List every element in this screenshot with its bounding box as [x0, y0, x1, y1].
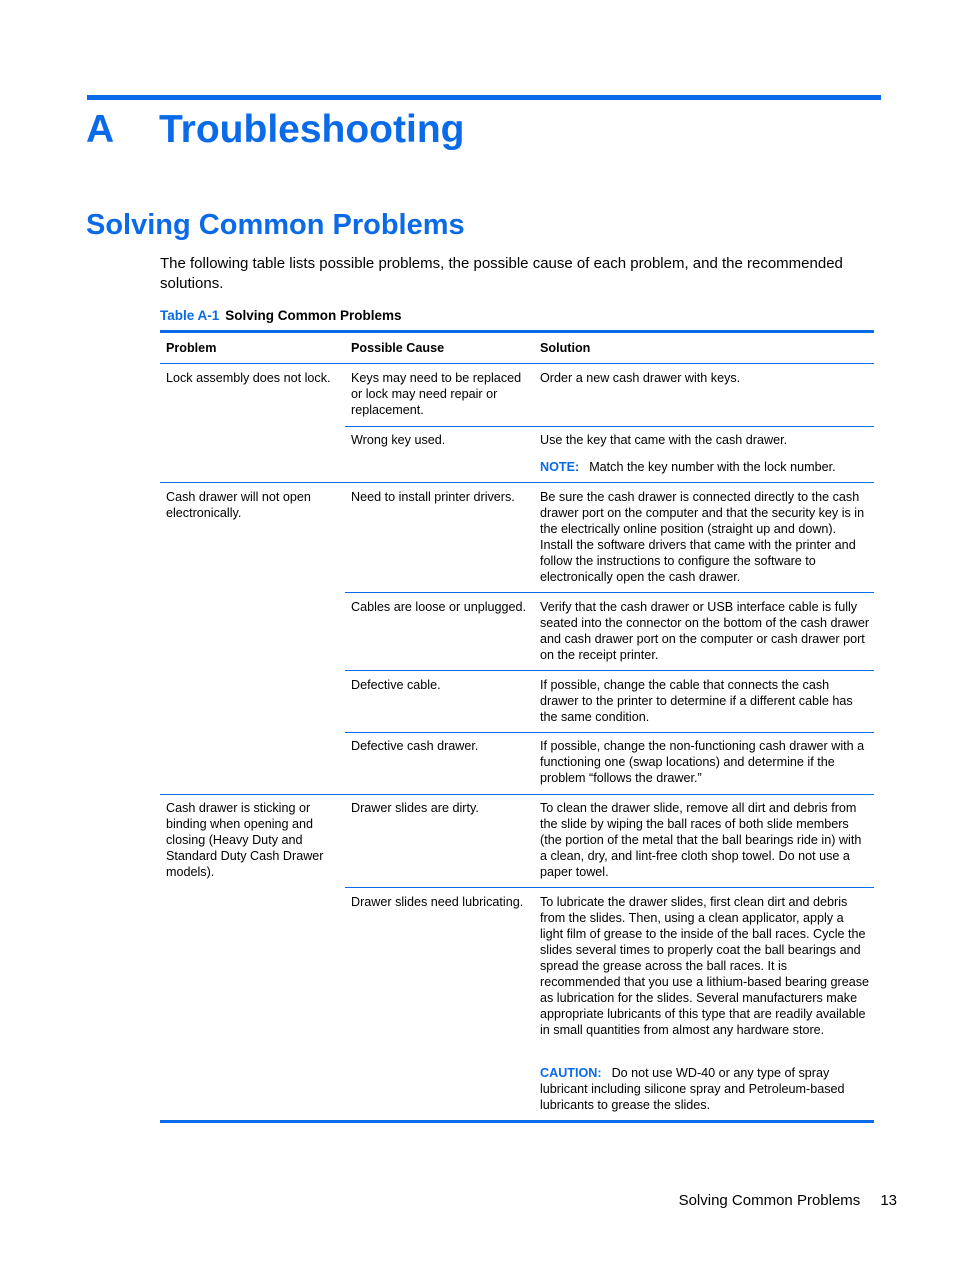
group-divider	[160, 794, 874, 795]
cause-cell: Keys may need to be replaced or lock may need repair or replacement.	[351, 371, 522, 417]
header-divider	[160, 363, 874, 364]
page-footer	[679, 1191, 897, 1211]
row-divider	[345, 670, 874, 671]
row-divider	[345, 592, 874, 593]
cause-cell: Need to install printer drivers.	[351, 490, 515, 504]
table-caption	[160, 307, 402, 325]
chapter-rule	[87, 95, 881, 100]
table-top-rule	[160, 330, 874, 333]
header-problem: Problem	[166, 341, 217, 355]
solution-cell: Use the key that came with the cash drawer.	[540, 433, 788, 447]
cause-cell: Drawer slides need lubricating.	[351, 895, 524, 909]
solution-cell: To clean the drawer slide, remove all dirt and debris from the slide by wiping the ball races of both slide members (the portion of the metal that the ball bearings ride in) with a clean, dry, and lint-free cloth shop towel. Do not use a paper towel.	[540, 801, 862, 879]
row-divider	[345, 426, 874, 427]
note-block	[540, 459, 870, 475]
cause-cell: Defective cash drawer.	[351, 739, 479, 753]
cause-cell: Cables are loose or unplugged.	[351, 600, 527, 614]
group-divider	[160, 482, 874, 483]
solution-cell: Verify that the cash drawer or USB interface cable is fully seated into the connector on the bottom of the cash drawer and cash drawer port on the computer or cash drawer port on the receipt printer.	[540, 600, 870, 662]
solution-cell: If possible, change the cable that connects the cash drawer to the printer to determine if a different cable has the same condition.	[540, 678, 853, 724]
problem-cell: Cash drawer is sticking or binding when opening and closing (Heavy Duty and Standard Duty Cash Drawer models).	[166, 801, 324, 879]
intro-paragraph: The following table lists possible problems, the possible cause of each problem, and the recommended solutions.	[160, 255, 843, 292]
note-label: NOTE:	[540, 460, 580, 474]
table-caption-number: Table A-1	[160, 308, 220, 323]
chapter-title: Troubleshooting	[159, 108, 465, 151]
cause-cell: Defective cable.	[351, 678, 441, 692]
table-caption-title: Solving Common Problems	[225, 308, 402, 323]
problem-cell: Cash drawer will not open electronically.	[166, 490, 311, 520]
chapter-letter: A	[86, 108, 115, 151]
row-divider	[345, 732, 874, 733]
solution-cell: Be sure the cash drawer is connected directly to the cash drawer port on the computer and that the security key is in the electrically online position (straight up and down). Install the software drivers that came with the printer and follow the instructions to configure the software to electronically open the cash drawer.	[540, 490, 865, 584]
solution-cell: To lubricate the drawer slides, first clean dirt and debris from the slides. Then, using a clean applicator, apply a light film of grease to the inside of the ball races. Cycle the slides several times to properly coat the ball bearings and spread the grease across the ball races. It is recommended that you use a lithium-based bearing grease as lubrication for the slides. Several manufacturers make appropriate lubricants of this type that are readily available in small quantities from almost any hardware store.	[540, 895, 870, 1037]
section-title: Solving Common Problems	[86, 209, 465, 241]
footer-section: Solving Common Problems	[678, 1192, 861, 1209]
cause-cell: Drawer slides are dirty.	[351, 801, 479, 815]
solution-cell: Order a new cash drawer with keys.	[540, 371, 741, 385]
solution-cell: If possible, change the non-functioning cash drawer with a functioning one (swap locations) and determine if the problem “follows the drawer.”	[540, 739, 865, 785]
page-number: 13	[880, 1192, 897, 1209]
note-text: Match the key number with the lock number.	[589, 460, 836, 474]
row-divider	[345, 887, 874, 888]
chapter-heading	[86, 104, 464, 156]
caution-block	[540, 1065, 870, 1113]
problem-cell: Lock assembly does not lock.	[166, 371, 331, 385]
caution-label: CAUTION:	[540, 1066, 602, 1080]
cause-cell: Wrong key used.	[351, 433, 446, 447]
table-bottom-rule	[160, 1120, 874, 1123]
header-possible-cause: Possible Cause	[351, 341, 445, 355]
header-solution: Solution	[540, 341, 591, 355]
caution-text: Do not use WD-40 or any type of spray lubricant including silicone spray and Petroleum-based lubricants to grease the slides.	[540, 1066, 845, 1112]
